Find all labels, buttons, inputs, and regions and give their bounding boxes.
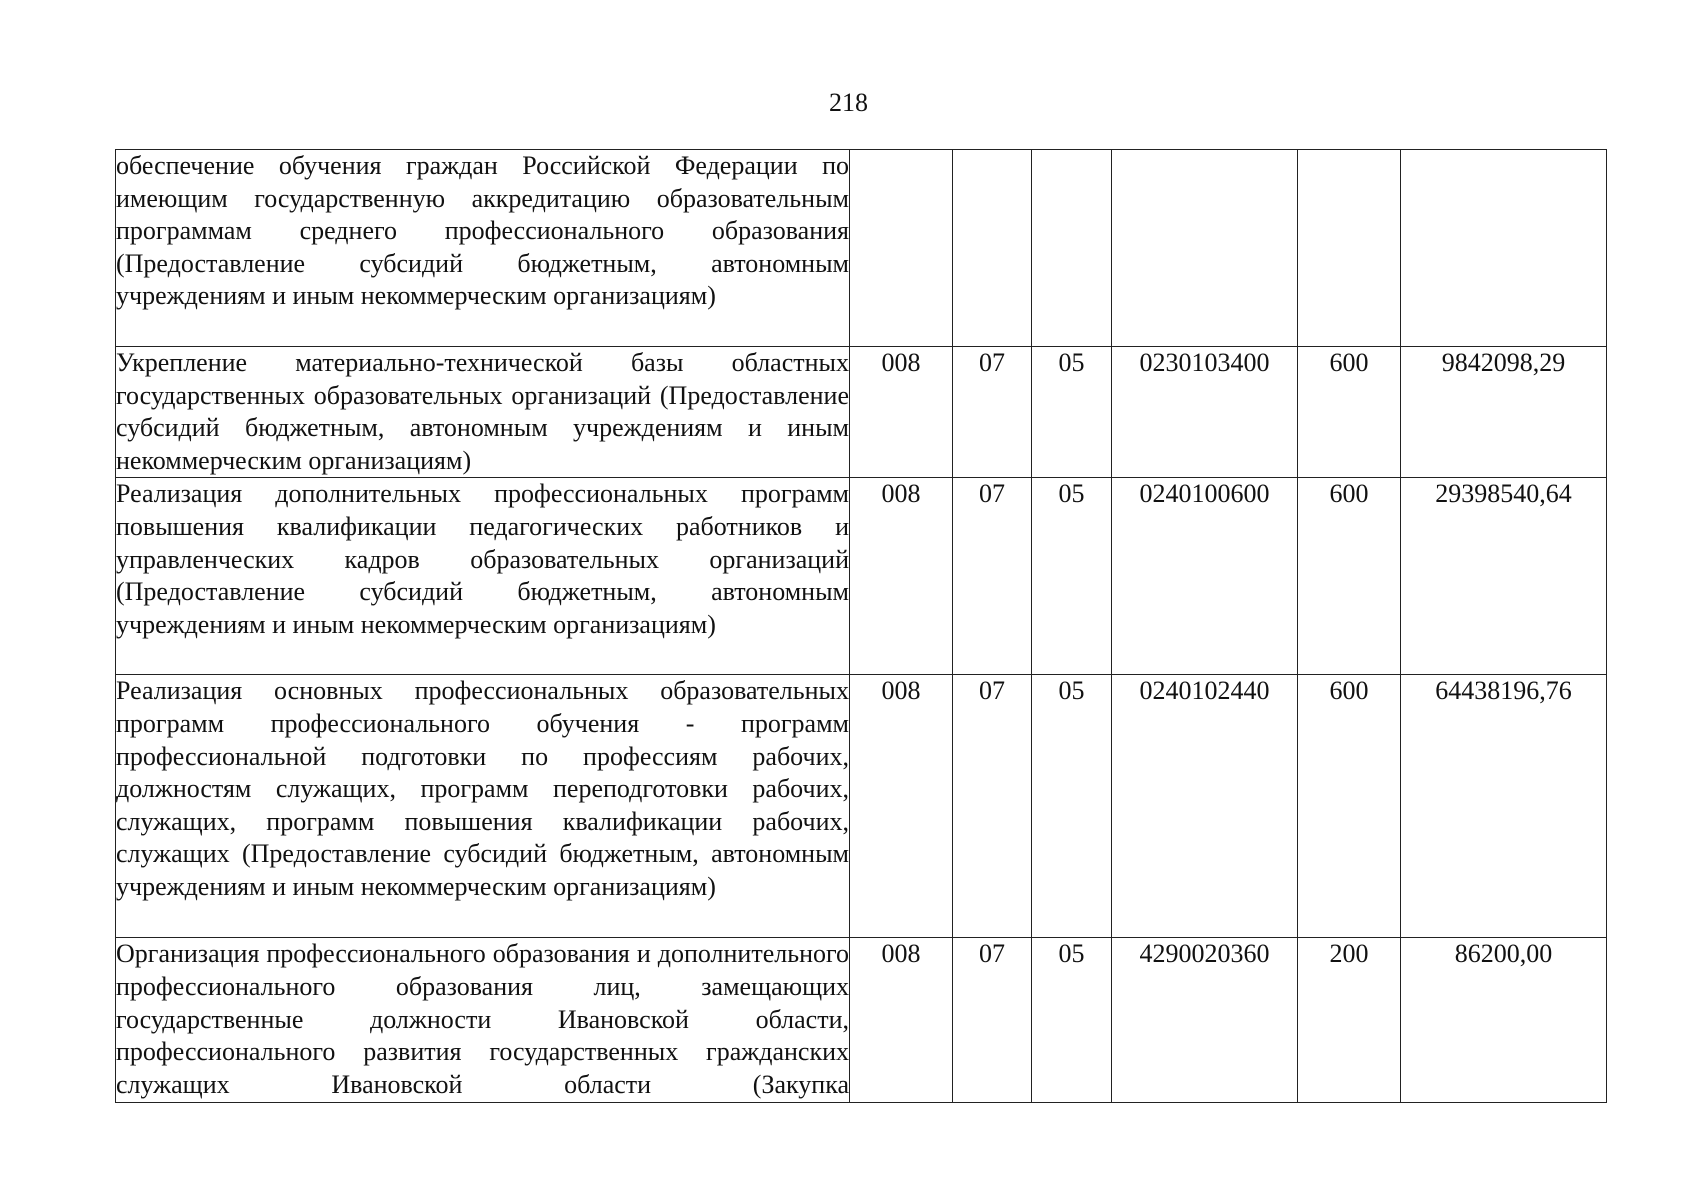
section-code-cell: 07 <box>953 675 1032 938</box>
target-article-cell: 0240100600 <box>1112 478 1298 675</box>
row-description: обеспечение обучения граждан Российской Федерации по имеющим государственную аккредитацию образовательным программам среднего профессионального образования (Предоставление субсидий бюджетным, автономным учреждениям и иным некоммерческим организациям) <box>116 150 850 347</box>
subsection-code-cell: 05 <box>1032 675 1112 938</box>
expense-type-cell: 600 <box>1298 347 1401 478</box>
target-article-cell: 4290020360 <box>1112 938 1298 1103</box>
subsection-code-cell <box>1032 150 1112 347</box>
page-number: 218 <box>829 88 868 117</box>
ministry-code-cell: 008 <box>850 938 953 1103</box>
row-description: Укрепление материально-технической базы областных государственных образовательных организаций (Предоставление субсидий бюджетным, автономным учреждениям и иным некоммерческим организациям) <box>116 347 850 478</box>
row-description: Реализация дополнительных профессиональных программ повышения квалификации педагогических работников и управленческих кадров образовательных организаций (Предоставление субсидий бюджетным, автономным учреждениям и иным некоммерческим организациям) <box>116 478 850 675</box>
subsection-code-cell: 05 <box>1032 347 1112 478</box>
amount-cell: 9842098,29 <box>1401 347 1607 478</box>
target-article-cell: 0230103400 <box>1112 347 1298 478</box>
amount-cell <box>1401 150 1607 347</box>
amount-cell: 64438196,76 <box>1401 675 1607 938</box>
budget-table <box>115 149 1607 1103</box>
section-code-cell <box>953 150 1032 347</box>
table-row <box>116 675 1607 938</box>
section-code-cell: 07 <box>953 347 1032 478</box>
subsection-code-cell: 05 <box>1032 478 1112 675</box>
amount-cell: 86200,00 <box>1401 938 1607 1103</box>
amount-cell: 29398540,64 <box>1401 478 1607 675</box>
target-article-cell <box>1112 150 1298 347</box>
ministry-code-cell: 008 <box>850 675 953 938</box>
table-row <box>116 347 1607 478</box>
row-description: Реализация основных профессиональных образовательных программ профессионального обучения - программ профессиональной подготовки по профессиям рабочих, должностям служащих, программ переподготовки рабочих, служащих, программ повышения квалификации рабочих, служащих (Предоставление субсидий бюджетным, автономным учреждениям и иным некоммерческим организациям) <box>116 675 850 938</box>
row-description: Организация профессионального образования и дополнительного профессионального образования лиц, замещающих государственные должности Ивановской области, профессионального развития государственных гражданских служащих Ивановской области (Закупка <box>116 938 850 1103</box>
expense-type-cell: 200 <box>1298 938 1401 1103</box>
expense-type-cell: 600 <box>1298 478 1401 675</box>
table-row <box>116 150 1607 347</box>
ministry-code-cell: 008 <box>850 347 953 478</box>
expense-type-cell: 600 <box>1298 675 1401 938</box>
section-code-cell: 07 <box>953 938 1032 1103</box>
section-code-cell: 07 <box>953 478 1032 675</box>
table-row <box>116 478 1607 675</box>
subsection-code-cell: 05 <box>1032 938 1112 1103</box>
ministry-code-cell: 008 <box>850 478 953 675</box>
ministry-code-cell <box>850 150 953 347</box>
table-row <box>116 938 1607 1103</box>
expense-type-cell <box>1298 150 1401 347</box>
target-article-cell: 0240102440 <box>1112 675 1298 938</box>
